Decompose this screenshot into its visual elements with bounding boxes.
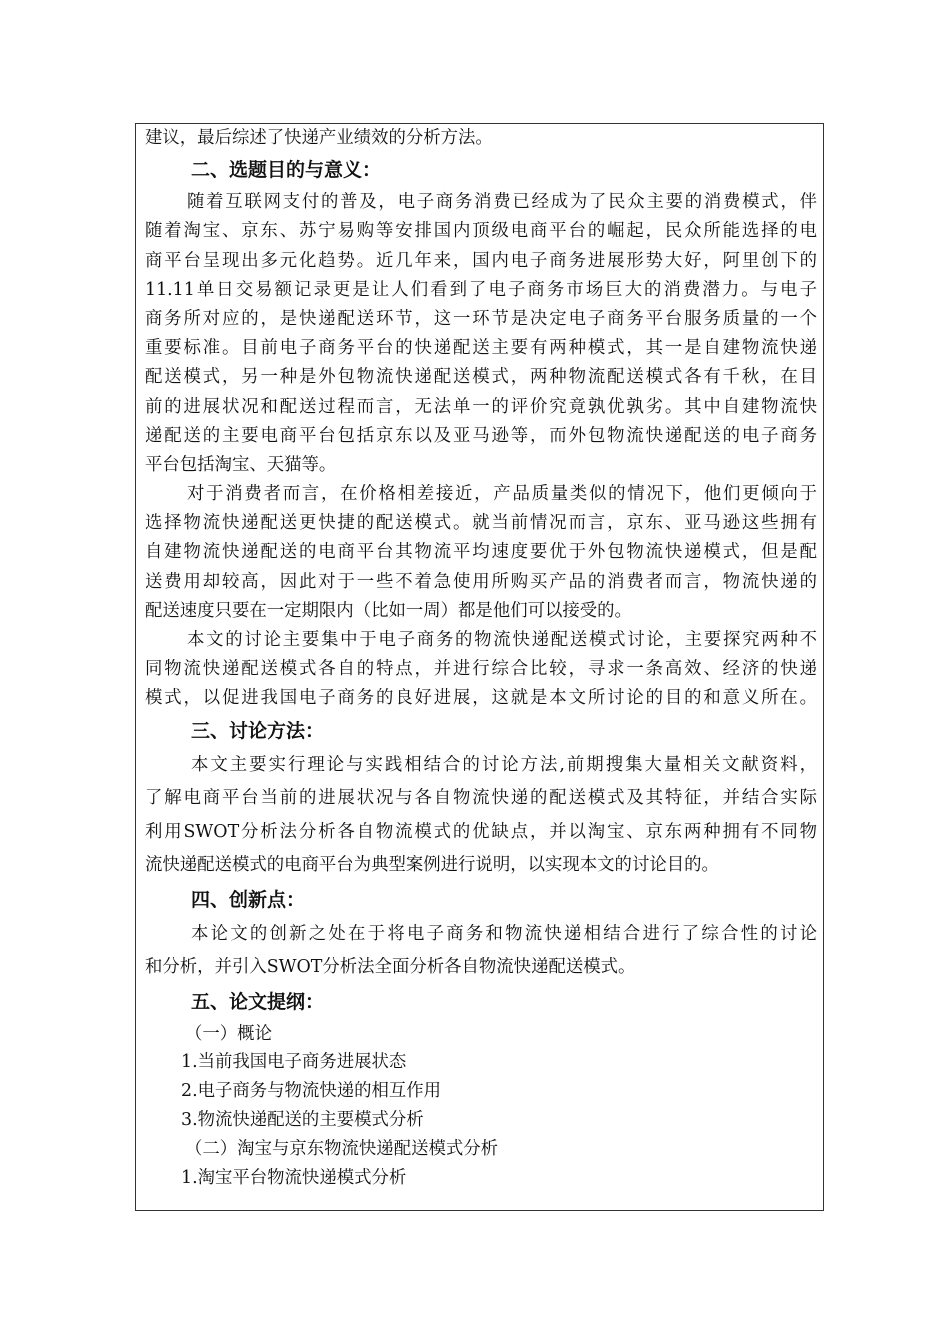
paragraph-line: 配送模式，另一种是外包物流快递配送模式，两种物流配送模式各有千秋，在目 [145,367,817,388]
paragraph-line: 同物流快递配送模式各自的特点，并进行综合比较，寻求一条高效、经济的快递 [145,659,817,680]
section-heading-purpose: 二、选题目的与意义： [191,159,382,182]
purpose-paragraph-1 [145,188,817,480]
section-heading-innovation: 四、创新点： [191,888,306,911]
paragraph-line: 11.11单日交易额记录更是让人们看到了电子商务市场巨大的消费潜力。与电子 [145,279,817,300]
paragraph-line: 随着互联网支付的普及，电子商务消费已经成为了民众主要的消费模式，伴 [187,192,817,213]
paragraph-line: 和分析，并引入SWOT分析法全面分析各自物流快递配送模式。 [145,957,636,978]
outline-item: 1.淘宝平台物流快递模式分析 [181,1167,407,1188]
document-body [145,124,817,1192]
paragraph-line: 本文的讨论主要集中于电子商务的物流快递配送模式讨论，主要探究两种不 [187,630,817,650]
outline-item: 3.物流快递配送的主要模式分析 [181,1109,424,1130]
outline-item: 1.当前我国电子商务进展状态 [181,1052,407,1073]
intro-tail-line: 建议，最后综述了快递产业绩效的分析方法。 [145,128,493,148]
paragraph-line: 商务所对应的，是快递配送环节，这一环节是决定电子商务平台服务质量的一个 [145,308,817,329]
paragraph-line: 选择物流快递配送更快捷的配送模式。就当前情况而言，京东、亚马逊这些拥有 [145,513,817,534]
paragraph-line: 利用SWOT分析法分析各自物流模式的优缺点，并以淘宝、京东两种拥有不同物 [145,821,817,842]
outline-item: （一）概论 [185,1023,272,1044]
paragraph-line: 流快递配送模式的电商平台为典型案例进行说明，以实现本文的讨论目的。 [145,855,719,876]
paragraph-line: 重要标准。目前电子商务平台的快递配送主要有两种模式，其一是自建物流快递 [145,338,817,359]
innovation-paragraph [145,918,817,985]
paragraph-line: 送费用却较高，因此对于一些不着急使用所购买产品的消费者而言，物流快递的 [145,571,817,592]
paragraph-line: 了解电商平台当前的进展状况与各自物流快递的配送模式及其特征，并结合实际 [145,788,817,809]
section-heading-outline: 五、论文提纲： [191,990,325,1013]
paragraph-line: 递配送的主要电商平台包括京东以及亚马逊等，而外包物流快递配送的电子商务 [145,425,817,446]
paragraph-line: 随着淘宝、京东、苏宁易购等安排国内顶级电商平台的崛起，民众所能选择的电 [145,221,817,242]
paragraph-line: 本论文的创新之处在于将电子商务和物流快递相结合进行了综合性的讨论 [191,923,817,944]
purpose-paragraph-2 [145,480,817,626]
outline-list [145,1020,817,1193]
outline-item: 2.电子商务与物流快递的相互作用 [181,1081,442,1102]
paragraph-line: 配送速度只要在一定期限内（比如一周）都是他们可以接受的。 [145,600,632,621]
paragraph-line: 商平台呈现出多元化趋势。近几年来，国内电子商务进展形势大好，阿里创下的 [145,250,817,271]
outline-item: （二）淘宝与京东物流快递配送模式分析 [185,1138,499,1159]
paragraph-line: 平台包括淘宝、天猫等。 [145,454,337,475]
paragraph-line: 模式，以促进我国电子商务的良好进展，这就是本文所讨论的目的和意义所在。 [145,688,817,709]
method-paragraph [145,749,817,883]
section-heading-method: 三、讨论方法： [191,719,325,742]
paragraph-line: 对于消费者而言，在价格相差接近，产品质量类似的情况下，他们更倾向于 [187,484,817,505]
paragraph-line: 自建物流快递配送的电商平台其物流平均速度要优于外包物流快递模式，但是配 [145,542,817,563]
paragraph-line: 本文主要实行理论与实践相结合的讨论方法,前期搜集大量相关文献资料， [191,754,817,775]
paragraph-line: 前的进展状况和配送过程而言，无法单一的评价究竟孰优孰劣。其中自建物流快 [145,396,817,417]
purpose-paragraph-3 [145,626,817,714]
